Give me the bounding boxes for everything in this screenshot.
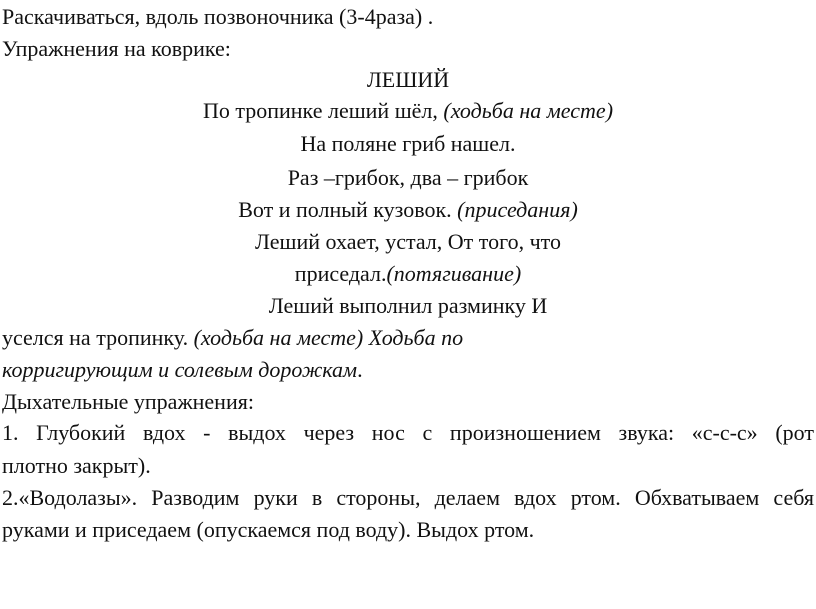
breathing-heading: Дыхательные упражнения: [2,389,254,414]
poem-line-6-note: (потягивание) [386,261,522,286]
poem-line-5: Леший охает, устал, От того, что [255,229,561,254]
breathing-item-2-line-1: 2.«Водолазы». Разводим руки в стороны, делаем вдох ртом. Обхватываем себя [2,485,814,510]
poem-line-1-note: (ходьба на месте) [443,98,614,123]
poem-line-4 [0,195,816,225]
poem-line-7: Леший выполнил разминку И [268,293,548,318]
poem-line-9 [2,355,363,385]
text-line-mat-exercises: Упражнения на коврике: [2,36,231,61]
poem-line-9-note: корригирующим и солевым дорожкам [2,357,358,382]
poem-line-3: Раз –грибок, два – грибок [287,165,529,190]
poem-line-6 [0,259,816,289]
text-line-swing: Раскачиваться, вдоль позвоночника (3-4раза) . [2,4,434,29]
poem-line-8 [2,323,463,353]
poem-line-4-note: (приседания) [457,197,578,222]
poem-line-2: На поляне гриб нашел. [300,131,516,156]
poem-line-8-text: уселся на тропинку. [2,325,194,350]
poem-line-6-text: приседал. [294,261,387,286]
poem-line-4-text: Вот и полный кузовок. [238,197,458,222]
poem-line-1 [0,96,816,126]
poem-line-1-text: По тропинке леший шёл, [202,98,444,123]
breathing-item-2-line-2: руками и приседаем (опускаемся под воду). Выдох ртом. [2,517,535,542]
poem-line-9-end: . [357,357,363,382]
poem-line-8-note: (ходьба на месте) Ходьба по [193,325,464,350]
poem-title: ЛЕШИЙ [366,67,450,92]
breathing-item-1-line-2: плотно закрыт). [2,453,151,478]
breathing-item-1-line-1: 1. Глубокий вдох - выдох через нос с произношением звука: «с-с-с» (рот [2,420,814,445]
